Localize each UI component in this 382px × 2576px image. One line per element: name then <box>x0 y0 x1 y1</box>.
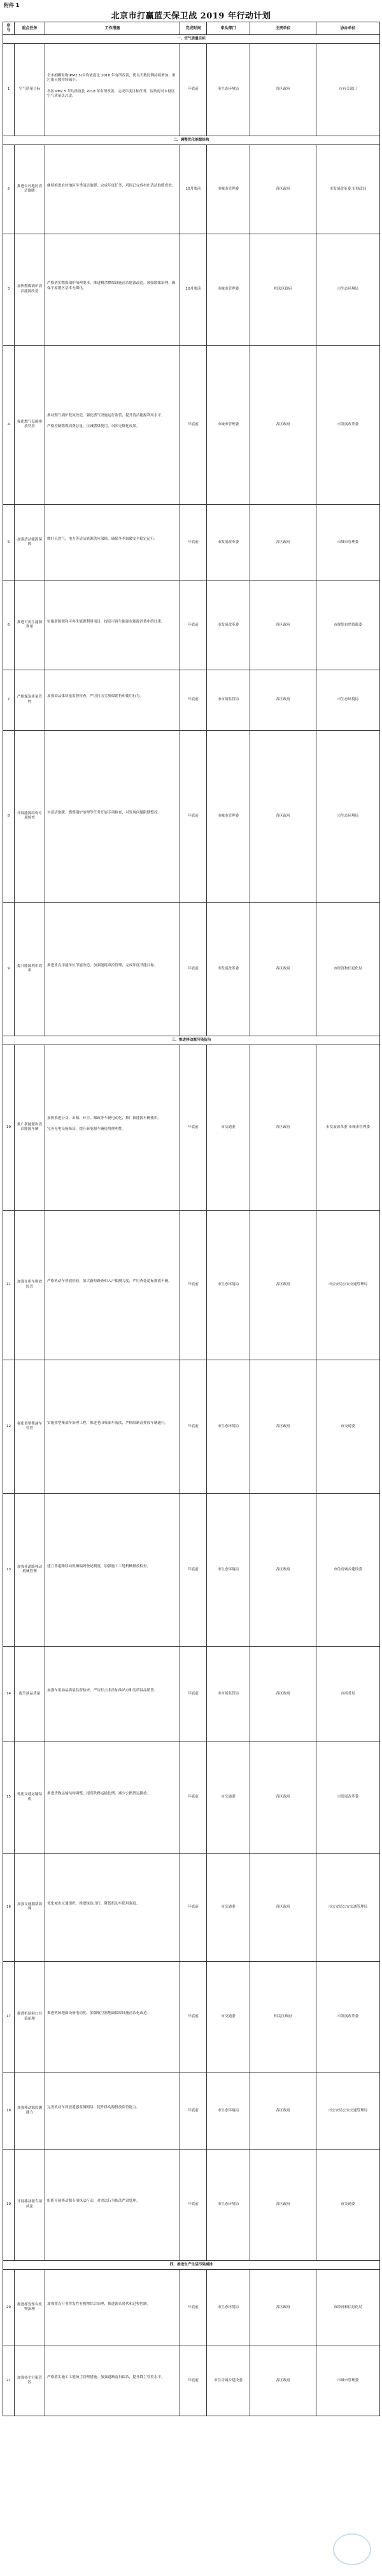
lead-department: 市生态环境局 <box>207 2269 250 2346</box>
work-measures <box>45 581 180 670</box>
measure-paragraph: 继续推进农村地区冬季清洁取暖，完成年度任务，巩固已完成村庄清洁取暖成效。 <box>47 183 176 188</box>
section-title: 三、推进移动源污染防治 <box>3 1036 380 1045</box>
completion-time: 年底前 <box>180 730 207 902</box>
work-measures <box>45 1360 180 1493</box>
completion-time: 年底前 <box>180 2346 207 2416</box>
responsible-unit: 各区政府 <box>250 1742 316 1853</box>
watermark-seal <box>333 2533 371 2565</box>
completion-time: 年底前 <box>180 43 207 136</box>
assisting-unit: 市城市管理委 <box>316 504 380 581</box>
assisting-unit: 市交通委 <box>316 1360 380 1493</box>
lead-department: 市生态环境局 <box>207 1360 250 1493</box>
responsible-unit: 各区政府 <box>250 1853 316 1961</box>
table-row <box>3 1493 380 1646</box>
assisting-unit: 市公安局公安交通管理局 <box>316 2073 380 2149</box>
section-row <box>3 136 380 144</box>
measure-paragraph: 加强车用油品质量监督检查，严厉打击非法加油站点和劣质油品销售。 <box>47 1688 158 1693</box>
responsible-unit: 各区政府 <box>250 345 316 504</box>
assisting-unit: 市交通委 <box>316 2149 380 2260</box>
work-measures <box>45 1045 180 1210</box>
measure-paragraph: 推进机场地面设备电动化，加强航空器地面保障设施清洁化改造。 <box>47 2011 151 2016</box>
section-title: 一、空气质量目标 <box>3 34 380 43</box>
measure-paragraph: 实施重型柴油车治理工程，推进老旧柴油车淘汰，严格限制高排放车辆通行。 <box>47 1421 169 1425</box>
work-measures <box>45 902 180 1036</box>
responsible-unit: 各区政府 <box>250 2269 316 2346</box>
responsible-unit: 各区政府 <box>250 144 316 234</box>
section-title: 二、调整优化能源结构 <box>3 136 380 144</box>
measure-paragraph: 全市细颗粒物(PM2.5)年均浓度比 2018 年有所改善，优良天数比例持续增加，重污染天数持续减少。 <box>47 74 176 83</box>
task-name: 开展能源结构专项检查 <box>15 730 45 902</box>
responsible-unit: 各区政府 <box>250 1210 316 1360</box>
table-row <box>3 1210 380 1360</box>
work-measures <box>45 1961 180 2073</box>
lead-department: 市交通委 <box>207 1961 250 2073</box>
work-measures <box>45 43 180 136</box>
task-name: 推进机场港口污染治理 <box>15 1961 45 2073</box>
completion-time: 10月底前 <box>180 144 207 234</box>
task-name: 加强非道路移动机械管理 <box>15 1493 45 1646</box>
completion-time: 年底前 <box>180 2149 207 2260</box>
task-name: 加强交通拥堵治理 <box>15 1853 45 1961</box>
row-number: 16 <box>3 1853 15 1961</box>
completion-time: 年底前 <box>180 2073 207 2149</box>
work-measures <box>45 1493 180 1646</box>
task-name: 推广新能源和清洁能源车辆 <box>15 1045 45 1210</box>
task-name: 优化交通运输结构 <box>15 1742 45 1853</box>
measure-paragraph: 各区 PM2.5 年均浓度比 2018 年有所改善，完成年度目标任务，区政府对本辖区空气质量负总责。 <box>47 89 175 99</box>
task-name: 强化重型柴油车管控 <box>15 1360 45 1493</box>
responsible-unit: 各区政府 <box>250 581 316 670</box>
measure-paragraph: 优化城市交通组织，推进绿色出行，降低机动车使用强度。 <box>47 1901 140 1906</box>
completion-time: 年底前 <box>180 1646 207 1742</box>
work-measures <box>45 1646 180 1742</box>
row-number: 1 <box>3 43 15 136</box>
completion-time: 年底前 <box>180 1210 207 1360</box>
completion-time: 年底前 <box>180 1853 207 1961</box>
row-number: 21 <box>3 2346 15 2416</box>
work-measures <box>45 504 180 581</box>
section-title: 四、推进生产生活污染减排 <box>3 2260 380 2269</box>
measure-paragraph: 对清洁取暖、燃煤锅炉治理等任务开展专项检查，对发现问题限期整改。 <box>47 810 162 815</box>
assisting-unit: 市发展改革委 <box>316 345 380 504</box>
work-measures <box>45 345 180 504</box>
completion-time: 年底前 <box>180 504 207 581</box>
assisting-unit: 市规划自然资源委 <box>316 581 380 670</box>
measure-paragraph: 严格落实燃煤锅炉治理要求，推进剩余燃煤设施清洁能源改造，加强散煤治理，确保平原地区基本无煤化。 <box>47 281 176 290</box>
assisting-unit: 市生态环境局 <box>316 730 380 902</box>
table-row <box>3 581 380 670</box>
row-number: 9 <box>3 902 15 1036</box>
assisting-unit: 市住房城乡建设委 <box>316 1493 380 1646</box>
row-number: 20 <box>3 2269 15 2346</box>
work-measures <box>45 1742 180 1853</box>
lead-department: 市生态环境局 <box>207 1493 250 1646</box>
completion-time: 年底前 <box>180 2269 207 2346</box>
task-name: 推进农村地区清洁取暖 <box>15 144 45 234</box>
task-name: 空气质量目标 <box>15 43 45 136</box>
table-row <box>3 2346 380 2416</box>
work-measures <box>45 144 180 234</box>
table-row <box>3 504 380 581</box>
work-measures <box>45 730 180 902</box>
table-row <box>3 1045 380 1210</box>
col-header-task: 重点任务 <box>15 22 45 35</box>
row-number: 15 <box>3 1742 15 1853</box>
lead-department: 市发展改革委 <box>207 902 250 1036</box>
measure-paragraph: 加强商品煤质量监督检查，严厉打击劣质煤销售和使用行为。 <box>47 694 144 699</box>
responsible-unit: 各区政府 <box>250 730 316 902</box>
task-name: 提升油品质量 <box>15 1646 45 1742</box>
responsible-unit: 各区政府 <box>250 1493 316 1646</box>
lead-department: 市生态环境局 <box>207 1210 250 1360</box>
assisting-unit: 市发展改革委 市财政局 <box>316 144 380 234</box>
measure-paragraph: 推进货物运输结构调整，提高铁路运输比例，减少公路货运排放。 <box>47 1792 151 1796</box>
row-number: 7 <box>3 670 15 730</box>
task-name: 加快燃煤锅炉清洁能源改造 <box>15 234 45 345</box>
responsible-unit: 各区政府 <box>250 902 316 1036</box>
responsible-unit: 各区政府 <box>250 43 316 136</box>
lead-department: 市生态环境局 <box>207 2149 250 2260</box>
assisting-unit: 市经济和信息化局 <box>316 902 380 1036</box>
completion-time: 10月底前 <box>180 234 207 345</box>
task-name: 严格煤炭质量管控 <box>15 670 45 730</box>
lead-department: 市交通委 <box>207 1045 250 1210</box>
row-number: 19 <box>3 2149 15 2260</box>
assisting-unit: 市生态环境局 <box>316 670 380 730</box>
col-header-measures: 工作措施 <box>45 22 180 35</box>
measure-paragraph: 完善充电设施布局，提升新能源车辆使用便利性。 <box>47 1127 126 1132</box>
table-row <box>3 1961 380 2073</box>
table-header-row <box>3 22 380 35</box>
lead-department: 市城市管理委 <box>207 144 250 234</box>
table-row <box>3 730 380 902</box>
measure-paragraph: 组织开展移动源专项执法行动，对违法行为依法严肃处理。 <box>47 2199 140 2204</box>
col-header-time: 完成时间 <box>180 22 207 35</box>
work-measures <box>45 2149 180 2260</box>
completion-time: 年底前 <box>180 1961 207 2073</box>
table-row <box>3 1853 380 1961</box>
work-measures <box>45 2346 180 2416</box>
completion-time: 年底前 <box>180 670 207 730</box>
assisting-unit: 市公安局公安交通管理局 <box>316 1853 380 1961</box>
table-row <box>3 1360 380 1493</box>
measure-paragraph: 推动燃气锅炉低氮改造，强化燃气设施运行监管，提升清洁能源利用水平。 <box>47 413 165 418</box>
table-row <box>3 1742 380 1853</box>
task-name: 加强在用车排放监管 <box>15 1210 45 1360</box>
completion-time: 年底前 <box>180 1493 207 1646</box>
responsible-unit: 各区政府 <box>250 2073 316 2149</box>
completion-time: 年底前 <box>180 1360 207 1493</box>
lead-department: 市市场监管局 <box>207 670 250 730</box>
table-row <box>3 670 380 730</box>
col-header-no: 序号 <box>3 22 15 35</box>
table-row <box>3 43 380 136</box>
table-row <box>3 2269 380 2346</box>
completion-time: 年底前 <box>180 1045 207 1210</box>
lead-department: 市城市管理委 <box>207 730 250 902</box>
col-header-assist: 协办单位 <box>316 22 380 35</box>
measure-paragraph: 严格机动车排放检验，加大路检路查和入户抽测力度，严厉查处超标排放车辆。 <box>47 1279 172 1284</box>
row-number: 8 <box>3 730 15 902</box>
assisting-unit: 市有关部门 <box>316 43 380 136</box>
assisting-unit: 市发展改革委 <box>316 1961 380 2073</box>
lead-department: 市发展改革委 <box>207 504 250 581</box>
measure-paragraph: 做好天然气、电力等清洁能源供应保障，确保冬季取暖安全稳定运行。 <box>47 537 158 541</box>
row-number: 10 <box>3 1045 15 1210</box>
task-name: 推进挥发性有机物治理 <box>15 2269 45 2346</box>
row-number: 13 <box>3 1493 15 1646</box>
assisting-unit: 市商务局 <box>316 1646 380 1742</box>
assisting-unit: 市发展改革委 <box>316 1742 380 1853</box>
action-plan-table <box>3 22 380 2416</box>
row-number: 3 <box>3 234 15 345</box>
completion-time: 年底前 <box>180 902 207 1036</box>
assisting-unit: 市生态环境局 <box>316 234 380 345</box>
work-measures <box>45 1210 180 1360</box>
task-name: 开展移动源专项执法 <box>15 2149 45 2260</box>
work-measures <box>45 670 180 730</box>
responsible-unit: 各区政府 <box>250 670 316 730</box>
lead-department: 市生态环境局 <box>207 43 250 136</box>
lead-department: 市市场监管局 <box>207 1646 250 1742</box>
lead-department: 市城市管理委 <box>207 345 250 504</box>
table-row <box>3 234 380 345</box>
measure-paragraph: 完善机动车排放遥感监测网络，提升移动源排放监管能力。 <box>47 2105 140 2109</box>
section-row <box>3 34 380 43</box>
assisting-unit: 市公安局公安交通管理局 <box>316 1210 380 1360</box>
lead-department: 市生态环境局 <box>207 2073 250 2149</box>
row-number: 5 <box>3 504 15 581</box>
task-name: 推进可再生能源利用 <box>15 581 45 670</box>
row-number: 17 <box>3 1961 15 2073</box>
task-name: 加强移动源监测能力 <box>15 2073 45 2149</box>
completion-time: 年底前 <box>180 1742 207 1853</box>
row-number: 12 <box>3 1360 15 1493</box>
measure-paragraph: 建立非道路移动机械编码登记制度，加强施工工地机械排放检查。 <box>47 1564 151 1568</box>
completion-time: 年底前 <box>180 345 207 504</box>
responsible-unit: 各区政府 <box>250 2149 316 2260</box>
responsible-unit: 各区政府 <box>250 2346 316 2416</box>
table-row <box>3 2073 380 2149</box>
table-row <box>3 345 380 504</box>
table-row <box>3 1646 380 1742</box>
task-name: 加强清洁能源保障 <box>15 504 45 581</box>
lead-department: 市住房城乡建设委 <box>207 2346 250 2416</box>
responsible-unit: 相关区政府 <box>250 234 316 345</box>
task-name: 强化燃气设施排放管控 <box>15 345 45 504</box>
table-row <box>3 902 380 1036</box>
task-name: 加强扬尘污染管控 <box>15 2346 45 2416</box>
responsible-unit: 相关区政府 <box>250 1961 316 2073</box>
lead-department: 市城市管理委 <box>207 234 250 345</box>
responsible-unit: 各区政府 <box>250 1646 316 1742</box>
measure-paragraph: 加快推进公交、出租、环卫、邮政等车辆电动化，推广新能源车辆使用。 <box>47 1116 162 1120</box>
work-measures <box>45 2269 180 2346</box>
assisting-unit: 市发展改革委 市城市管理委 <box>316 1045 380 1210</box>
measure-paragraph: 严格控制燃煤消费总量，压减燃煤使用，巩固无煤化成果。 <box>47 425 140 429</box>
row-number: 18 <box>3 2073 15 2149</box>
lead-department: 市发展改革委 <box>207 581 250 670</box>
col-header-main: 主责单位 <box>250 22 316 35</box>
work-measures <box>45 1853 180 1961</box>
table-row <box>3 144 380 234</box>
measure-paragraph: 推进重点用能单位节能改造，加强能耗双控管理，完成年度节能目标。 <box>47 963 158 968</box>
lead-department: 市交通委 <box>207 1853 250 1961</box>
section-row <box>3 2260 380 2269</box>
col-header-lead: 牵头部门 <box>207 22 250 35</box>
measure-paragraph: 加强重点行业挥发性有机物综合治理，推进源头替代和过程控制。 <box>47 2302 151 2306</box>
measure-paragraph: 严格落实施工工地扬尘管理措施，加强道路清扫保洁，提升降尘管控水平。 <box>47 2375 165 2379</box>
row-number: 2 <box>3 144 15 234</box>
page-title: 北京市打赢蓝天保卫战 2019 年行动计划 <box>111 11 271 21</box>
responsible-unit: 各区政府 <box>250 1360 316 1493</box>
lead-department: 市交通委 <box>207 1742 250 1853</box>
table-row <box>3 2149 380 2260</box>
row-number: 11 <box>3 1210 15 1360</box>
task-name: 提升能源利用效率 <box>15 902 45 1036</box>
measure-paragraph: 实施新能源和可再生能源利用项目，提高可再生能源在能源消费中的比重。 <box>47 619 165 624</box>
row-number: 14 <box>3 1646 15 1742</box>
assisting-unit: 市经济和信息化局 <box>316 2269 380 2346</box>
work-measures <box>45 2073 180 2149</box>
attachment-label: 附件 1 <box>4 3 20 8</box>
work-measures <box>45 234 180 345</box>
assisting-unit: 市城市管理委 <box>316 2346 380 2416</box>
row-number: 4 <box>3 345 15 504</box>
section-row <box>3 1036 380 1045</box>
completion-time: 年底前 <box>180 581 207 670</box>
table-body <box>3 34 380 2416</box>
row-number: 6 <box>3 581 15 670</box>
responsible-unit: 各区政府 <box>250 1045 316 1210</box>
responsible-unit: 各区政府 <box>250 504 316 581</box>
